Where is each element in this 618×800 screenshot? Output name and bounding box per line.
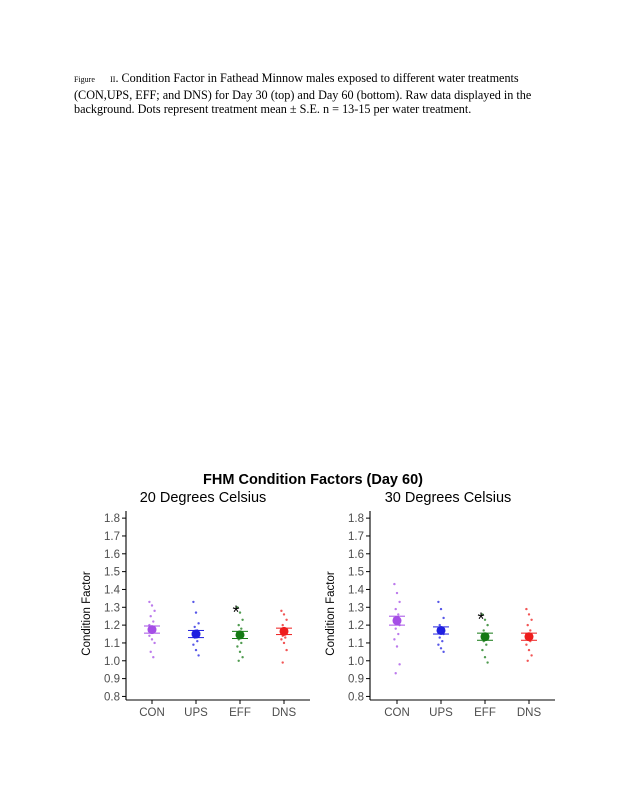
x-tick-label: UPS [184, 707, 208, 719]
raw-data-point [437, 601, 439, 603]
raw-data-point [398, 663, 400, 665]
raw-data-point [395, 672, 397, 674]
raw-data-point [485, 644, 487, 646]
raw-data-point [483, 629, 485, 631]
figure-title: FHM Condition Factors (Day 60) [203, 472, 423, 488]
y-tick-label: 1.0 [348, 655, 364, 668]
raw-data-point [395, 608, 397, 610]
x-tick-label: UPS [429, 707, 453, 719]
panel-title: 20 Degrees Celsius [139, 490, 267, 506]
caption-number: II [110, 75, 116, 84]
raw-data-point [486, 661, 488, 663]
raw-data-point [285, 619, 287, 621]
raw-data-point [192, 601, 194, 603]
raw-data-point [393, 638, 395, 640]
chart-panel-30c [325, 490, 555, 719]
y-tick-label: 0.9 [104, 673, 120, 686]
raw-data-point [197, 654, 199, 656]
raw-data-point [192, 644, 194, 646]
raw-data-point [282, 624, 284, 626]
raw-data-point [481, 649, 483, 651]
raw-data-point [525, 644, 527, 646]
x-tick-label: EFF [474, 707, 496, 719]
raw-data-point [152, 620, 154, 622]
raw-data-point [241, 619, 243, 621]
y-tick-label: 1.6 [348, 548, 364, 561]
raw-data-point [195, 611, 197, 613]
y-tick-label: 1.8 [348, 513, 364, 526]
raw-data-point [236, 645, 238, 647]
raw-data-point [527, 624, 529, 626]
y-tick-label: 1.1 [104, 637, 120, 650]
raw-data-point [195, 649, 197, 651]
raw-data-point [150, 615, 152, 617]
raw-data-point [283, 642, 285, 644]
raw-data-point [528, 649, 530, 651]
raw-data-point [440, 647, 442, 649]
raw-data-point [150, 651, 152, 653]
raw-data-point [153, 610, 155, 612]
x-tick-label: CON [139, 707, 165, 719]
x-tick-label: EFF [229, 707, 251, 719]
raw-data-point [284, 636, 286, 638]
y-tick-label: 1.8 [104, 513, 120, 526]
raw-data-point [442, 651, 444, 653]
raw-data-point [285, 649, 287, 651]
raw-data-point [197, 622, 199, 624]
significance-marker: * [477, 609, 485, 630]
mean-point [236, 630, 245, 639]
raw-data-point [151, 604, 153, 606]
raw-data-point [238, 624, 240, 626]
significance-marker: * [232, 602, 240, 623]
y-tick-label: 1.3 [104, 602, 120, 615]
y-tick-label: 1.2 [104, 620, 120, 633]
raw-data-point [148, 601, 150, 603]
raw-data-point [440, 608, 442, 610]
caption-line-2: (CON,UPS, EFF; and DNS) for Day 30 (top) and Day 60 (bottom). Raw data displayed in the [74, 87, 532, 102]
y-tick-label: 1.2 [348, 620, 364, 633]
raw-data-point [280, 638, 282, 640]
raw-data-point [238, 660, 240, 662]
raw-data-point [396, 592, 398, 594]
raw-data-point [530, 654, 532, 656]
y-tick-label: 1.1 [348, 637, 364, 650]
x-tick-label: CON [384, 707, 410, 719]
mean-point [192, 630, 201, 639]
y-tick-label: 1.5 [348, 566, 364, 579]
x-tick-label: DNS [271, 707, 297, 719]
raw-data-point [397, 633, 399, 635]
y-tick-label: 1.6 [104, 548, 120, 561]
raw-data-point [152, 656, 154, 658]
caption-line-3: background. Dots represent treatment mean ± S.E. n = 13-15 per water treatment. [74, 102, 472, 117]
y-tick-label: 0.8 [104, 691, 120, 704]
raw-data-point [283, 613, 285, 615]
raw-data-point [437, 644, 439, 646]
raw-data-point [441, 640, 443, 642]
raw-data-point [148, 635, 150, 637]
raw-data-point [240, 642, 242, 644]
mean-point [148, 625, 157, 634]
caption-line-1-text: . Condition Factor in Fathead Minnow males exposed to different water treatments [115, 71, 519, 85]
raw-data-point [196, 640, 198, 642]
y-axis-label: Condition Factor [81, 571, 93, 656]
raw-data-point [153, 642, 155, 644]
raw-data-point [241, 656, 243, 658]
y-tick-label: 1.5 [104, 566, 120, 579]
raw-data-point [282, 661, 284, 663]
raw-data-point [395, 627, 397, 629]
mean-point [437, 626, 446, 635]
panel-title: 30 Degrees Celsius [384, 490, 512, 506]
raw-data-point [398, 601, 400, 603]
raw-data-point [239, 651, 241, 653]
raw-data-point [439, 636, 441, 638]
raw-data-point [529, 629, 531, 631]
raw-data-point [397, 613, 399, 615]
raw-data-point [439, 624, 441, 626]
mean-point [393, 616, 402, 625]
y-tick-label: 1.7 [104, 530, 120, 543]
raw-data-point [396, 645, 398, 647]
y-tick-label: 1.7 [348, 530, 364, 543]
raw-data-point [525, 608, 527, 610]
raw-data-point [528, 613, 530, 615]
caption-label: Figure [74, 75, 95, 84]
mean-point [280, 627, 289, 636]
mean-point [525, 632, 534, 641]
raw-data-point [530, 619, 532, 621]
y-tick-label: 1.4 [348, 584, 364, 597]
y-tick-label: 0.8 [348, 691, 364, 704]
raw-data-point [527, 660, 529, 662]
raw-data-point [194, 626, 196, 628]
raw-data-point [442, 617, 444, 619]
raw-data-point [486, 624, 488, 626]
raw-data-point [240, 627, 242, 629]
y-tick-label: 1.4 [104, 584, 120, 597]
mean-point [481, 632, 490, 641]
chart-panel-20c [81, 490, 310, 719]
x-tick-label: DNS [516, 707, 542, 719]
raw-data-point [393, 583, 395, 585]
raw-data-point [151, 638, 153, 640]
y-tick-label: 1.0 [104, 655, 120, 668]
raw-data-point [280, 610, 282, 612]
y-tick-label: 1.3 [348, 602, 364, 615]
y-tick-label: 0.9 [348, 673, 364, 686]
raw-data-point [484, 656, 486, 658]
y-axis-label: Condition Factor [325, 571, 337, 656]
